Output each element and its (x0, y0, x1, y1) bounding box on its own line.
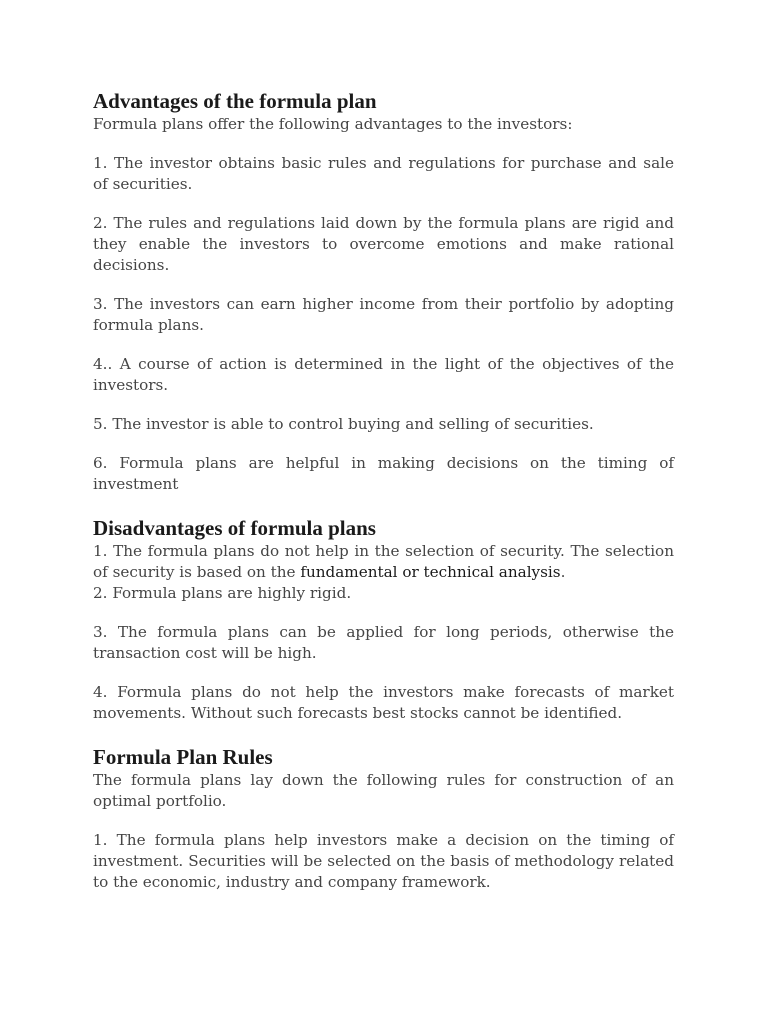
list-item: 3. The investors can earn higher income from their portfolio by adopting formula plans. (93, 295, 674, 334)
section-intro: Formula plans offer the following advantages to the investors: (93, 115, 573, 133)
disadvantages-section (93, 515, 674, 724)
list-item: 3. The formula plans can be applied for long periods, otherwise the transaction cost will be high. (93, 623, 674, 662)
list-item (93, 541, 674, 583)
analysis-term-link[interactable]: fundamental or technical analysis (300, 563, 561, 581)
list-item-text: 1. The formula plans do not help in the selection of security. The selection of security is based on the (93, 542, 674, 581)
list-item: 1. The investor obtains basic rules and regulations for purchase and sale of securities. (93, 154, 674, 193)
rules-section (93, 744, 674, 893)
list-item-text: . (560, 563, 566, 581)
section-heading: Advantages of the formula plan (93, 89, 377, 113)
section-heading: Formula Plan Rules (93, 745, 273, 769)
list-item: 2. Formula plans are highly rigid. (93, 584, 352, 602)
list-item: 5. The investor is able to control buying and selling of securities. (93, 415, 594, 433)
list-item: 1. The formula plans help investors make a decision on the timing of investment. Securities will be selected on the basis of methodology related to the economic, industry and company framework. (93, 831, 674, 891)
list-item: 4.. A course of action is determined in the light of the objectives of the investors. (93, 355, 674, 394)
advantages-section (93, 88, 674, 495)
section-intro: The formula plans lay down the following rules for construction of an optimal portfolio. (93, 771, 674, 810)
list-item: 4. Formula plans do not help the investors make forecasts of market movements. Without such forecasts best stocks cannot be identified. (93, 683, 674, 722)
section-heading: Disadvantages of formula plans (93, 516, 376, 540)
list-item: 2. The rules and regulations laid down by the formula plans are rigid and they enable the investors to overcome emotions and make rational decisions. (93, 214, 674, 274)
list-item: 6. Formula plans are helpful in making decisions on the timing of investment (93, 454, 674, 493)
